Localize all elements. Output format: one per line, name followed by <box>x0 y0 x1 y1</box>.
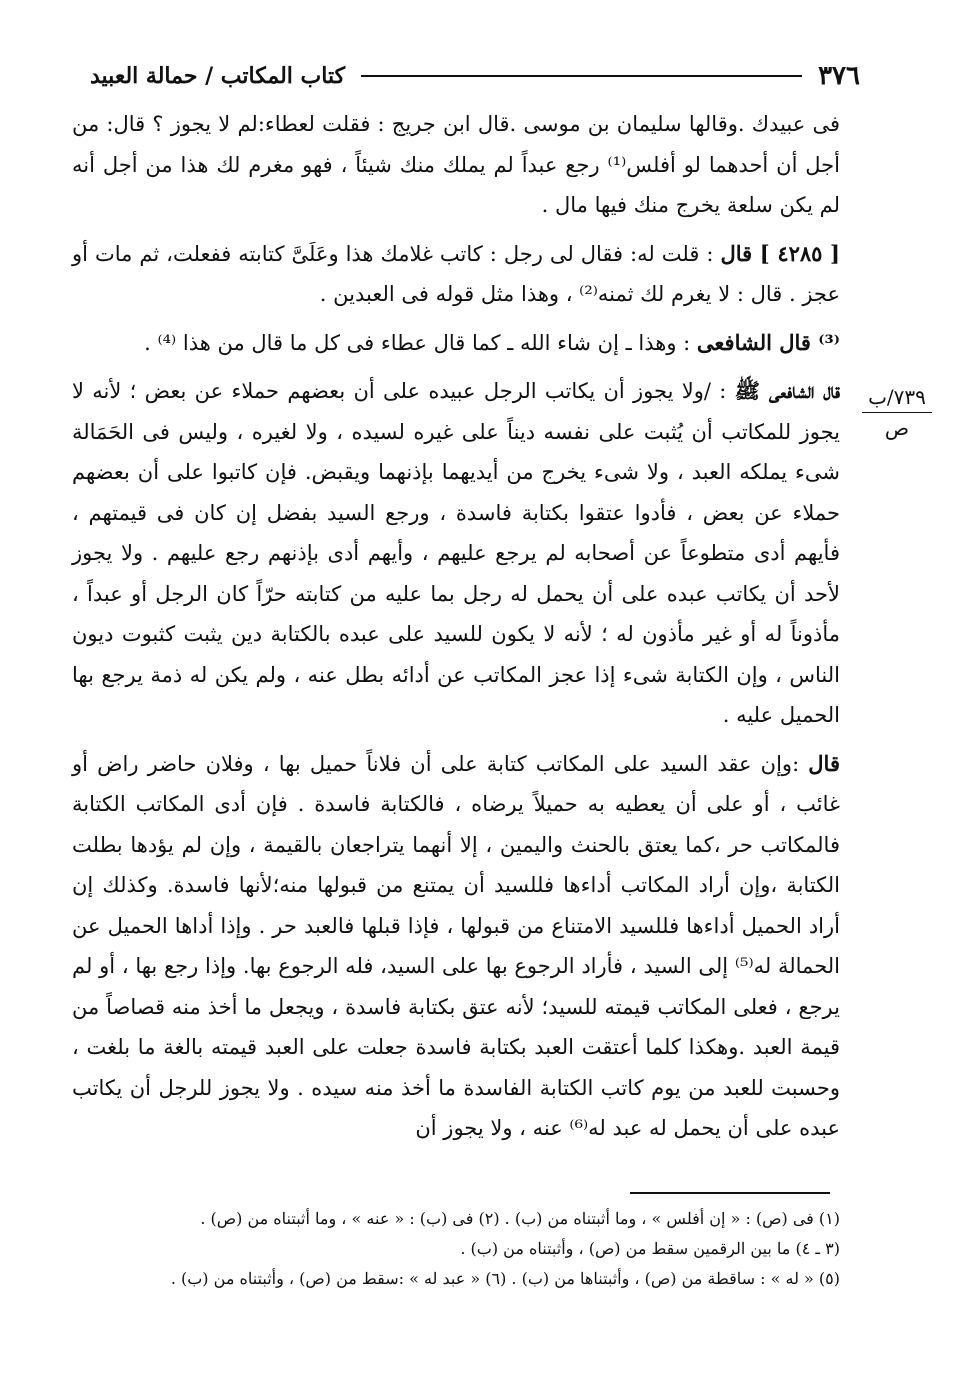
folio-marker: ٧٣٩/ب <box>862 384 932 413</box>
footnote-line: (١) فى (ص) : « إن أفلس » ، وما أثبتناه من (ب) . (٢) فى (ب) : « عنه » ، وما أثبتناه من (ص) . <box>200 1209 840 1228</box>
manuscript-sign: ص <box>884 416 910 440</box>
running-title: كتاب المكاتب / حمالة العبيد <box>90 63 346 89</box>
header-rule <box>361 75 802 77</box>
footnote-separator <box>630 1192 830 1194</box>
paragraph-5 <box>72 744 840 1149</box>
paragraph-4 <box>72 371 840 736</box>
paragraph-2-text: : قلت له: فقال لى رجل : كاتب غلامك هذا وعَلَىَّ كتابته ففعلت، ثم مات أو عجز . قال : لا يغرم لك ثمنه⁽²⁾ ، وهذا مثل قوله فى العبدين . <box>72 241 840 306</box>
paragraph-4-lead: قال الشافعى ﷺ <box>734 378 840 403</box>
footnote-line: (٣ ـ ٤) ما بين الرقمين سقط من (ص) ، وأثبتناه من (ب) . <box>460 1239 840 1258</box>
page-number: ٣٧٦ <box>818 61 860 91</box>
paragraph-5-lead: قال <box>808 750 840 776</box>
footnote-line: (٥) « له » : ساقطة من (ص) ، وأثبتناها من (ب) . (٦) « عبد له » :سقط من (ص) ، وأثبتناه من (ب) . <box>170 1269 840 1288</box>
paragraph-3 <box>72 323 840 364</box>
paragraph-5-text: :وإن عقد السيد على المكاتب كتابة على أن فلاناً حميل بها ، وفلان حاضر راض أو غائب ، أو على أن يعطيه به حميلاً يرضاه ، فالكتابة فاسدة . فإن أدى المكاتب الكتابة فالمكاتب حر ،كما يعتق بالحنث واليمين ، إلا أنهما يتراجعان بالقيمة ، وإن لم يؤدها بطلت الكتابة ،وإن أراد المكاتب أداءها فللسيد أن يمتنع من قبولها منه؛لأنها فاسدة. وكذلك إن أراد الحميل أداءها فللسيد الامتناع من قبولها ، فإذا قبلها فالعبد حر . وإذا أداها الحميل عن الحمالة له⁽⁵⁾ إلى السيد ، فأراد الرجوع بها على السيد، فله الرجوع بها. وإذا رجع بها ، أو لم يرجع ، فعلى المكاتب قيمته للسيد؛ لأنه عتق بكتابة فاسدة ، ويجعل ما أخذ منه قصاصاً من قيمة العبد .وهكذا كلما أعتقت العبد بكتابة فاسدة جعلت على العبد قيمته بالغة ما بلغت ، وحسبت للعبد من يوم كاتب الكتابة الفاسدة ما أخذ منه سيده . ولا يجوز للرجل أن يكاتب عبده على أن يحمل له عبد له⁽⁶⁾ عنه ، ولا يجوز أن <box>72 751 840 1140</box>
paragraph-1: فى عبيدك .وقالها سليمان بن موسى .قال ابن جريج : فقلت لعطاء:لم لا يجوز ؟ قال: من أجل أن أحدهما لو أفلس⁽¹⁾ رجع عبداً لم يملك منك شيئاً ، فهو مغرم لك هذا من أجل أنه لم يكن سلعة يخرج منك فيها مال . <box>72 112 840 217</box>
footnotes <box>88 1204 840 1294</box>
paragraph-3-lead: ⁽³⁾ قال الشافعى <box>696 329 840 355</box>
page-header <box>90 56 860 96</box>
paragraph-2 <box>72 234 840 315</box>
paragraph-4-text: : /ولا يجوز أن يكاتب الرجل عبيده على أن بعضهم حملاء عن بعض ؛ لأنه لا يجوز للمكاتب أن يُثبت على نفسه ديناً على غيره لسيده ، ولا لغيره ، وليس فى الحَمَالة شىء يملكه العبد ، ولا شىء يخرج من أيديهما بإذنهما ويقبض. فإن كاتبوا على أن بعضهم حملاء عن بعض ، فأدوا عتقوا بكتابة فاسدة ، ورجع السيد بفضل إن كان فى قيمتهم ، فأيهم أدى متطوعاً عن أصحابه لم يرجع عليهم ، وأيهم أدى بإذنهم رجع عليهم . ولا يجوز لأحد أن يكاتب عبده على أن يحمل له رجل بما عليه من كتابته حرّاً كان الرجل أو عبداً ، مأذوناً له أو غير مأذون له ؛ لأنه لا يكون للسيد على عبده بالكتابة دين يثبت كثبوت ديون الناس ، وإن الكتابة شىء إذا عجز المكاتب عن أدائه بطل عنه ، ولم يكن له ذمة يرجع بها الحميل عليه . <box>72 379 840 727</box>
manuscript-margin-note <box>862 384 932 441</box>
main-text <box>72 104 840 1157</box>
paragraph-2-lead: [ ٤٢٨٥ ] قال <box>720 240 840 266</box>
paragraph-3-text: : وهذا ـ إن شاء الله ـ كما قال عطاء فى كل ما قال من هذا ⁽⁴⁾ . <box>144 330 697 355</box>
